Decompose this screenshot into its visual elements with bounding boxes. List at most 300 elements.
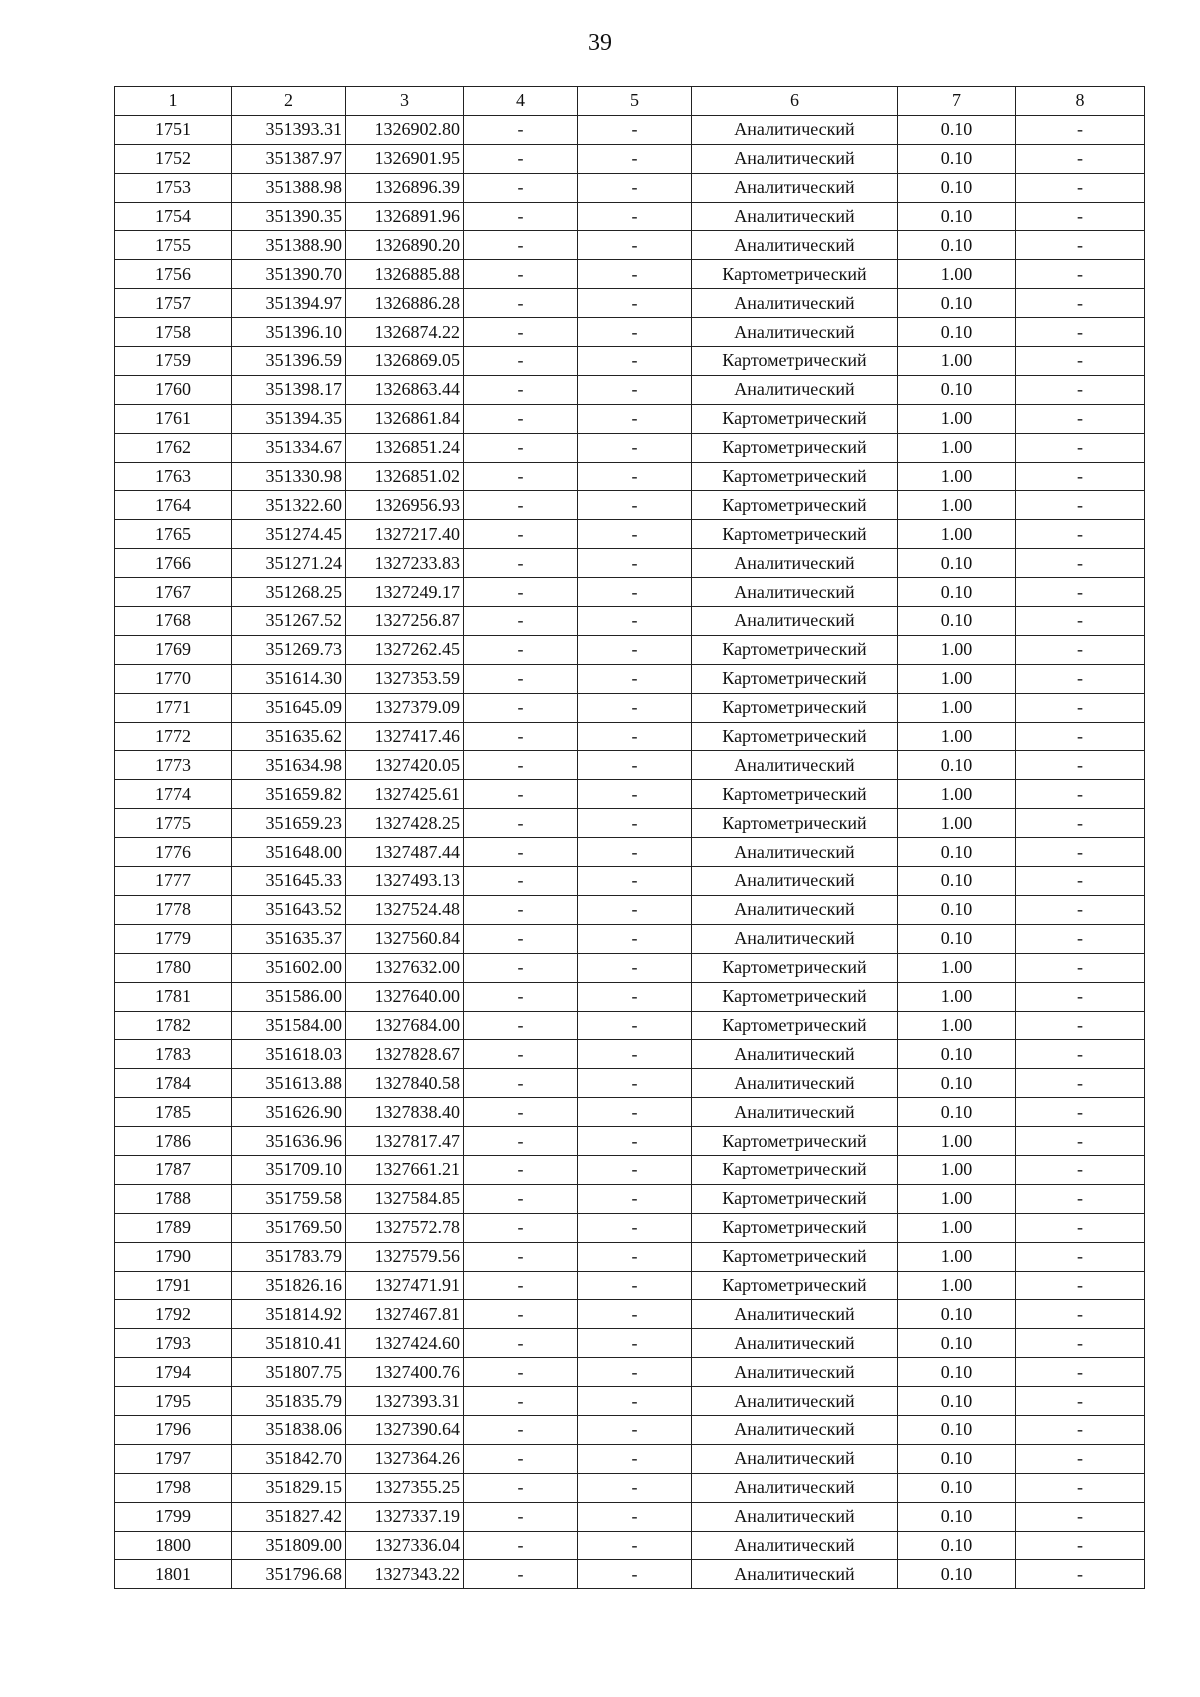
table-cell: 1793: [115, 1329, 232, 1358]
table-cell: -: [1016, 433, 1145, 462]
table-cell: -: [464, 982, 578, 1011]
table-cell: Картометрический: [692, 1242, 898, 1271]
table-cell: -: [1016, 1473, 1145, 1502]
table-cell: -: [1016, 231, 1145, 260]
table-cell: -: [578, 520, 692, 549]
column-header: 7: [898, 87, 1016, 116]
table-cell: Аналитический: [692, 1560, 898, 1589]
table-cell: 0.10: [898, 375, 1016, 404]
table-cell: 1782: [115, 1011, 232, 1040]
table-cell: 351390.70: [232, 260, 346, 289]
table-cell: 1327493.13: [346, 867, 464, 896]
table-cell: Аналитический: [692, 318, 898, 347]
table-cell: 1792: [115, 1300, 232, 1329]
table-cell: 1.00: [898, 1271, 1016, 1300]
table-cell: 1327343.22: [346, 1560, 464, 1589]
table-cell: 1327640.00: [346, 982, 464, 1011]
table-cell: -: [1016, 491, 1145, 520]
table-cell: 1327838.40: [346, 1098, 464, 1127]
table-cell: -: [464, 1502, 578, 1531]
table-row: [115, 867, 1145, 896]
table-cell: 1.00: [898, 809, 1016, 838]
table-cell: 1753: [115, 173, 232, 202]
table-cell: Аналитический: [692, 173, 898, 202]
table-cell: Аналитический: [692, 115, 898, 144]
table-cell: 1.00: [898, 635, 1016, 664]
table-cell: -: [464, 895, 578, 924]
table-row: [115, 607, 1145, 636]
table-cell: -: [464, 780, 578, 809]
table-cell: 1784: [115, 1069, 232, 1098]
table-cell: 1800: [115, 1531, 232, 1560]
table-cell: -: [578, 924, 692, 953]
table-cell: -: [1016, 1242, 1145, 1271]
table-cell: 351394.97: [232, 289, 346, 318]
table-cell: 351586.00: [232, 982, 346, 1011]
table-cell: 351814.92: [232, 1300, 346, 1329]
table-cell: Аналитический: [692, 1444, 898, 1473]
table-row: [115, 1242, 1145, 1271]
table-cell: -: [578, 1329, 692, 1358]
table-cell: 351783.79: [232, 1242, 346, 1271]
table-cell: -: [578, 1213, 692, 1242]
table-cell: 1326890.20: [346, 231, 464, 260]
table-cell: 351269.73: [232, 635, 346, 664]
table-cell: Аналитический: [692, 924, 898, 953]
table-cell: 351648.00: [232, 838, 346, 867]
table-row: [115, 664, 1145, 693]
table-cell: -: [1016, 1184, 1145, 1213]
table-row: [115, 144, 1145, 173]
table-cell: 1772: [115, 722, 232, 751]
table-cell: 1327840.58: [346, 1069, 464, 1098]
table-cell: -: [464, 347, 578, 376]
table-cell: 1751: [115, 115, 232, 144]
table-cell: -: [1016, 1387, 1145, 1416]
table-cell: -: [1016, 982, 1145, 1011]
table-cell: -: [464, 809, 578, 838]
column-header: 5: [578, 87, 692, 116]
table-row: [115, 1502, 1145, 1531]
table-cell: 1327584.85: [346, 1184, 464, 1213]
table-cell: 1327379.09: [346, 693, 464, 722]
table-cell: -: [578, 867, 692, 896]
table-row: [115, 520, 1145, 549]
table-cell: -: [578, 1300, 692, 1329]
table-cell: -: [578, 895, 692, 924]
table-cell: Аналитический: [692, 1358, 898, 1387]
table-cell: 351614.30: [232, 664, 346, 693]
table-cell: -: [1016, 722, 1145, 751]
table-cell: 1777: [115, 867, 232, 896]
table-cell: -: [1016, 1040, 1145, 1069]
table-cell: Аналитический: [692, 1300, 898, 1329]
table-cell: 1783: [115, 1040, 232, 1069]
table-cell: -: [578, 462, 692, 491]
table-cell: Аналитический: [692, 202, 898, 231]
table-cell: -: [1016, 115, 1145, 144]
table-cell: 1795: [115, 1387, 232, 1416]
table-cell: -: [1016, 780, 1145, 809]
table-row: [115, 1473, 1145, 1502]
table-cell: Аналитический: [692, 289, 898, 318]
table-cell: 0.10: [898, 1473, 1016, 1502]
table-row: [115, 1184, 1145, 1213]
table-cell: -: [1016, 462, 1145, 491]
table-row: [115, 491, 1145, 520]
table-cell: 1327524.48: [346, 895, 464, 924]
table-cell: 1327424.60: [346, 1329, 464, 1358]
table-cell: 1.00: [898, 1213, 1016, 1242]
table-cell: 351626.90: [232, 1098, 346, 1127]
table-cell: -: [578, 780, 692, 809]
table-cell: Картометрический: [692, 404, 898, 433]
table-cell: Картометрический: [692, 953, 898, 982]
table-cell: -: [578, 491, 692, 520]
table-cell: 1326902.80: [346, 115, 464, 144]
table-cell: 1790: [115, 1242, 232, 1271]
table-cell: 1327428.25: [346, 809, 464, 838]
table-cell: 1760: [115, 375, 232, 404]
column-header: 1: [115, 87, 232, 116]
table-cell: 351769.50: [232, 1213, 346, 1242]
table-cell: -: [578, 1358, 692, 1387]
table-cell: -: [1016, 924, 1145, 953]
table-cell: -: [578, 607, 692, 636]
table-body: [115, 115, 1145, 1588]
table-cell: 351759.58: [232, 1184, 346, 1213]
table-cell: 1770: [115, 664, 232, 693]
table-cell: Аналитический: [692, 1069, 898, 1098]
table-cell: 1788: [115, 1184, 232, 1213]
table-cell: -: [578, 1184, 692, 1213]
table-cell: 1326851.02: [346, 462, 464, 491]
table-cell: -: [464, 173, 578, 202]
table-cell: -: [464, 549, 578, 578]
table-row: [115, 289, 1145, 318]
table-cell: 1757: [115, 289, 232, 318]
table-row: [115, 173, 1145, 202]
table-cell: -: [578, 1444, 692, 1473]
table-cell: -: [578, 751, 692, 780]
table-cell: -: [1016, 549, 1145, 578]
table-cell: 1.00: [898, 722, 1016, 751]
table-cell: 1764: [115, 491, 232, 520]
table-row: [115, 1560, 1145, 1589]
table-cell: -: [464, 115, 578, 144]
table-cell: -: [1016, 1098, 1145, 1127]
table-cell: -: [464, 462, 578, 491]
table-cell: -: [464, 1444, 578, 1473]
table-cell: 1758: [115, 318, 232, 347]
table-row: [115, 1415, 1145, 1444]
table-cell: Картометрический: [692, 693, 898, 722]
table-row: [115, 318, 1145, 347]
table-cell: 1776: [115, 838, 232, 867]
table-cell: 1327390.64: [346, 1415, 464, 1444]
table-cell: -: [1016, 375, 1145, 404]
table-cell: -: [578, 1155, 692, 1184]
table-row: [115, 1127, 1145, 1156]
table-cell: -: [578, 635, 692, 664]
coordinates-table: [114, 86, 1145, 1589]
table-row: [115, 549, 1145, 578]
table-cell: -: [578, 347, 692, 376]
table-row: [115, 347, 1145, 376]
table-cell: Картометрический: [692, 1127, 898, 1156]
table-cell: -: [1016, 202, 1145, 231]
table-cell: 351618.03: [232, 1040, 346, 1069]
table-cell: -: [464, 751, 578, 780]
table-cell: 1327425.61: [346, 780, 464, 809]
table-cell: 351334.67: [232, 433, 346, 462]
table-cell: 0.10: [898, 1040, 1016, 1069]
table-cell: -: [1016, 1358, 1145, 1387]
table-cell: 1769: [115, 635, 232, 664]
table-cell: 1326851.24: [346, 433, 464, 462]
table-cell: -: [464, 1242, 578, 1271]
table-cell: 1.00: [898, 664, 1016, 693]
table-cell: -: [1016, 289, 1145, 318]
table-cell: 351645.33: [232, 867, 346, 896]
table-cell: 1786: [115, 1127, 232, 1156]
table-row: [115, 953, 1145, 982]
table-cell: 1797: [115, 1444, 232, 1473]
table-cell: 1.00: [898, 520, 1016, 549]
table-cell: -: [464, 1560, 578, 1589]
table-cell: 0.10: [898, 202, 1016, 231]
table-cell: -: [578, 809, 692, 838]
table-cell: 1326886.28: [346, 289, 464, 318]
table-cell: -: [1016, 520, 1145, 549]
table-cell: -: [1016, 173, 1145, 202]
table-cell: -: [464, 1271, 578, 1300]
table-header-row: [115, 87, 1145, 116]
table-cell: -: [464, 1415, 578, 1444]
table-cell: -: [578, 1011, 692, 1040]
table-cell: -: [1016, 635, 1145, 664]
table-cell: -: [578, 1242, 692, 1271]
table-cell: -: [1016, 895, 1145, 924]
table-cell: 1781: [115, 982, 232, 1011]
table-row: [115, 924, 1145, 953]
table-cell: 0.10: [898, 867, 1016, 896]
table-cell: 1756: [115, 260, 232, 289]
table-cell: 1327256.87: [346, 607, 464, 636]
table-cell: 0.10: [898, 144, 1016, 173]
table-cell: -: [578, 375, 692, 404]
table-cell: -: [578, 1387, 692, 1416]
table-cell: 1327828.67: [346, 1040, 464, 1069]
table-cell: 0.10: [898, 1415, 1016, 1444]
table-cell: 0.10: [898, 318, 1016, 347]
table-cell: 0.10: [898, 1098, 1016, 1127]
table-cell: Аналитический: [692, 838, 898, 867]
table-cell: 1778: [115, 895, 232, 924]
table-cell: -: [464, 289, 578, 318]
table-cell: 1327661.21: [346, 1155, 464, 1184]
table-cell: -: [1016, 1011, 1145, 1040]
table-cell: Картометрический: [692, 520, 898, 549]
table-cell: -: [1016, 1127, 1145, 1156]
table-cell: -: [1016, 318, 1145, 347]
table-row: [115, 1011, 1145, 1040]
table-cell: 351809.00: [232, 1531, 346, 1560]
table-cell: 0.10: [898, 115, 1016, 144]
table-row: [115, 1531, 1145, 1560]
table-cell: 0.10: [898, 838, 1016, 867]
table-row: [115, 231, 1145, 260]
table-cell: 351388.98: [232, 173, 346, 202]
table-row: [115, 895, 1145, 924]
table-cell: 1785: [115, 1098, 232, 1127]
table-cell: -: [578, 1069, 692, 1098]
table-cell: -: [1016, 144, 1145, 173]
table-cell: Картометрический: [692, 260, 898, 289]
table-row: [115, 1444, 1145, 1473]
table-cell: -: [578, 1473, 692, 1502]
table-cell: 1.00: [898, 1155, 1016, 1184]
table-cell: Аналитический: [692, 1040, 898, 1069]
table-cell: 1796: [115, 1415, 232, 1444]
column-header: 2: [232, 87, 346, 116]
table-cell: 1327632.00: [346, 953, 464, 982]
table-cell: -: [578, 289, 692, 318]
table-cell: Картометрический: [692, 433, 898, 462]
table-cell: -: [464, 953, 578, 982]
table-cell: -: [464, 202, 578, 231]
table-cell: -: [578, 173, 692, 202]
table-cell: -: [464, 375, 578, 404]
table-cell: -: [464, 1127, 578, 1156]
table-cell: 1787: [115, 1155, 232, 1184]
table-cell: -: [464, 722, 578, 751]
table-cell: -: [464, 838, 578, 867]
table-cell: 1.00: [898, 982, 1016, 1011]
table-cell: -: [1016, 1069, 1145, 1098]
table-cell: Картометрический: [692, 1271, 898, 1300]
table-cell: -: [1016, 607, 1145, 636]
table-cell: 1759: [115, 347, 232, 376]
table-cell: Аналитический: [692, 607, 898, 636]
table-cell: 1327572.78: [346, 1213, 464, 1242]
table-cell: Картометрический: [692, 491, 898, 520]
table-cell: -: [1016, 838, 1145, 867]
table-cell: Картометрический: [692, 1213, 898, 1242]
table-cell: -: [464, 693, 578, 722]
table-cell: -: [464, 1184, 578, 1213]
table-row: [115, 838, 1145, 867]
table-cell: -: [464, 231, 578, 260]
table-cell: 1766: [115, 549, 232, 578]
table-cell: 351267.52: [232, 607, 346, 636]
table-cell: 0.10: [898, 549, 1016, 578]
table-cell: -: [464, 1098, 578, 1127]
table-cell: Картометрический: [692, 1184, 898, 1213]
column-header: 3: [346, 87, 464, 116]
table-cell: -: [578, 1502, 692, 1531]
table-row: [115, 260, 1145, 289]
table-cell: -: [578, 549, 692, 578]
table-cell: -: [578, 1098, 692, 1127]
table-cell: 0.10: [898, 607, 1016, 636]
table-row: [115, 578, 1145, 607]
table-cell: 1327262.45: [346, 635, 464, 664]
table-cell: Аналитический: [692, 1473, 898, 1502]
table-cell: 351584.00: [232, 1011, 346, 1040]
table-cell: -: [1016, 578, 1145, 607]
table-cell: 1326869.05: [346, 347, 464, 376]
table-cell: 1327336.04: [346, 1531, 464, 1560]
table-row: [115, 780, 1145, 809]
table-cell: -: [578, 202, 692, 231]
table-cell: Картометрический: [692, 809, 898, 838]
table-cell: 0.10: [898, 289, 1016, 318]
table-cell: 351634.98: [232, 751, 346, 780]
page-number: 39: [588, 30, 612, 56]
table-cell: 1327353.59: [346, 664, 464, 693]
table-cell: -: [464, 318, 578, 347]
table-cell: 351709.10: [232, 1155, 346, 1184]
table-cell: 1327420.05: [346, 751, 464, 780]
table-cell: 351635.37: [232, 924, 346, 953]
table-cell: 0.10: [898, 1502, 1016, 1531]
table-cell: 351393.31: [232, 115, 346, 144]
table-cell: -: [578, 578, 692, 607]
table-cell: Аналитический: [692, 1502, 898, 1531]
table-row: [115, 462, 1145, 491]
table-cell: -: [1016, 1300, 1145, 1329]
table-cell: 1327487.44: [346, 838, 464, 867]
table-cell: Картометрический: [692, 664, 898, 693]
table-cell: -: [1016, 1271, 1145, 1300]
table-cell: 0.10: [898, 1069, 1016, 1098]
table-cell: 1775: [115, 809, 232, 838]
table-cell: Картометрический: [692, 462, 898, 491]
table-cell: 351635.62: [232, 722, 346, 751]
table-cell: -: [1016, 1502, 1145, 1531]
table-cell: 351659.82: [232, 780, 346, 809]
table-cell: 1799: [115, 1502, 232, 1531]
table-cell: -: [578, 433, 692, 462]
table-cell: 0.10: [898, 1531, 1016, 1560]
table-cell: 1.00: [898, 693, 1016, 722]
table-cell: -: [578, 722, 692, 751]
table-cell: -: [1016, 404, 1145, 433]
table-cell: 1761: [115, 404, 232, 433]
table-cell: 351613.88: [232, 1069, 346, 1098]
table-cell: 1780: [115, 953, 232, 982]
column-header: 4: [464, 87, 578, 116]
table-cell: 351835.79: [232, 1387, 346, 1416]
table-cell: 351387.97: [232, 144, 346, 173]
table-cell: 1754: [115, 202, 232, 231]
table-cell: 351643.52: [232, 895, 346, 924]
table-cell: 0.10: [898, 1358, 1016, 1387]
table-cell: 1.00: [898, 260, 1016, 289]
table-cell: -: [578, 838, 692, 867]
table-cell: Аналитический: [692, 578, 898, 607]
table-cell: 1327684.00: [346, 1011, 464, 1040]
table-cell: Аналитический: [692, 1098, 898, 1127]
table-cell: 1798: [115, 1473, 232, 1502]
table-cell: 351396.10: [232, 318, 346, 347]
table-cell: -: [578, 1415, 692, 1444]
table-cell: 1794: [115, 1358, 232, 1387]
table-cell: -: [578, 982, 692, 1011]
table-cell: Картометрический: [692, 780, 898, 809]
table-cell: -: [464, 144, 578, 173]
